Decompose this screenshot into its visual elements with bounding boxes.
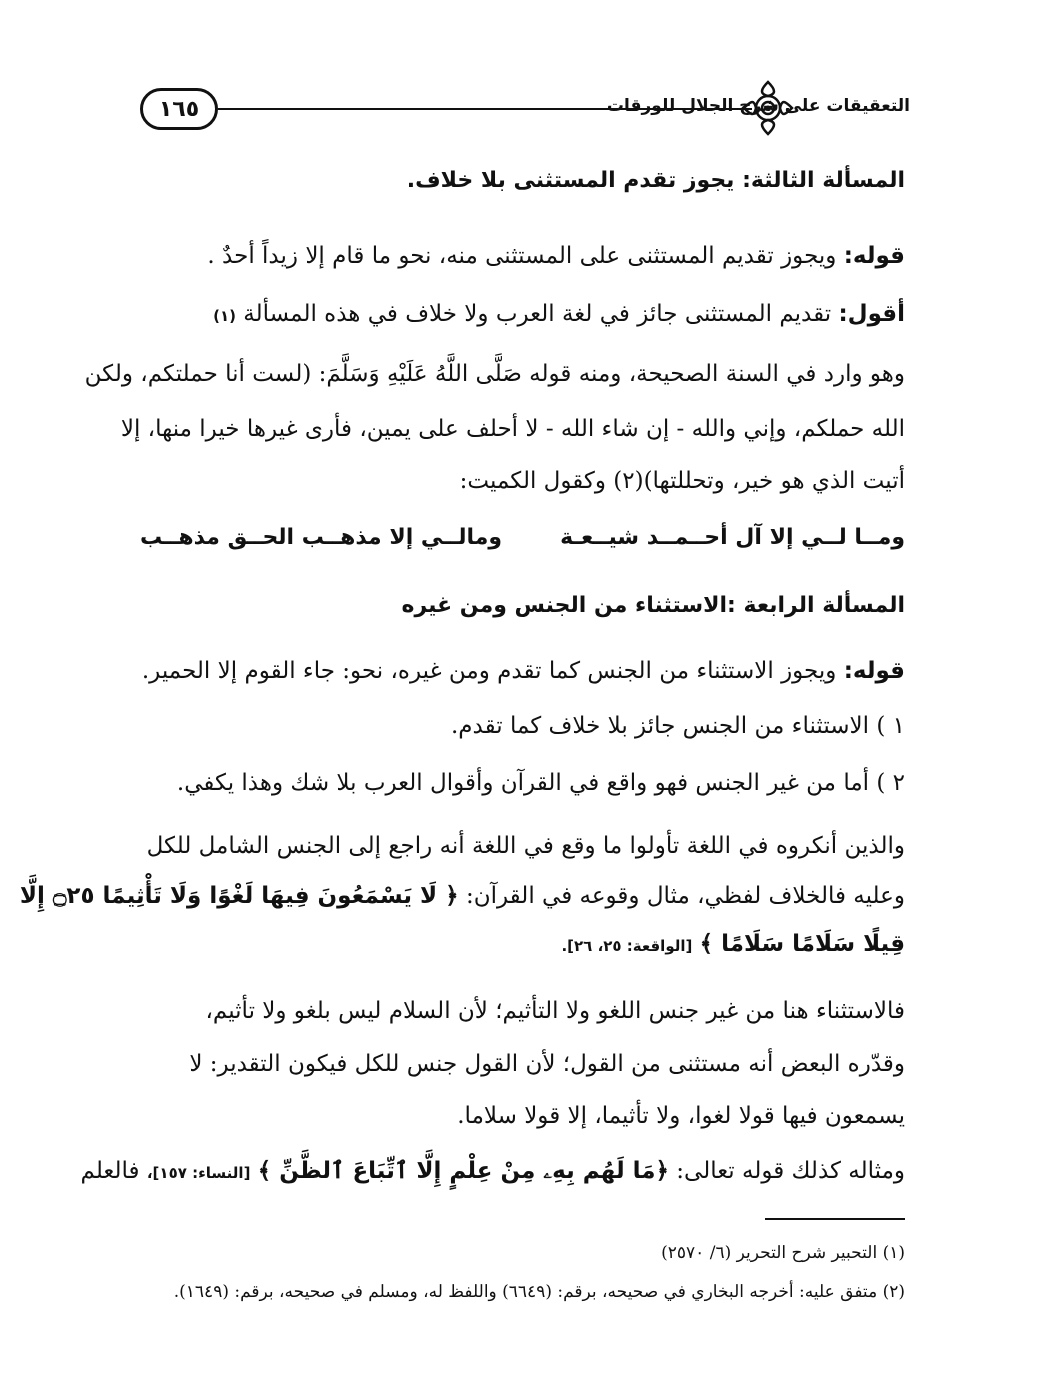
list-item: ٢ ) أما من غير الجنس فهو واقع في القرآن وأقوال العرب بلا شك وهذا يكفي. xyxy=(176,770,905,796)
paragraph-text: وعليه فالخلاف لفظي، مثال وقوعه في القرآن: xyxy=(465,883,905,909)
quran-quote: ﴿ لَا يَسْمَعُونَ فِيهَا لَغْوًا وَلَا تَأْثِيمًا ۝٢٥ إِلَّا xyxy=(19,883,459,909)
list-item: ١ ) الاستثناء من الجنس جائز بلا خلاف كما تقدم. xyxy=(450,713,905,739)
page-number: ١٦٥ xyxy=(140,88,218,130)
paragraph-line: فالاستثناء هنا من غير جنس اللغو ولا التأثيم؛ لأن السلام ليس بلغو ولا تأثيم، xyxy=(205,998,905,1024)
verse-second-hemistich: ومالــي إلا مذهــب الحــق مذهــب xyxy=(140,525,503,550)
quran-quote: ﴿مَا لَهُم بِهِۦ مِنْ عِلْمٍ إِلَّا ٱتِّبَاعَ ٱلظَّنِّ ﴾ xyxy=(257,1158,669,1184)
paragraph-line xyxy=(561,933,905,956)
aqul-label: أقول: xyxy=(838,301,905,327)
footnote-2: (٢) متفق عليه: أخرجه البخاري في صحيحه، برقم: (٦٦٤٩) واللفظ له، ومسلم في صحيحه، برقم: (١٦٤٩). xyxy=(173,1282,905,1302)
qawluh-label: قوله: xyxy=(843,243,905,269)
paragraph-text: فالعلم xyxy=(80,1158,140,1184)
paragraph-line: وهو وارد في السنة الصحيحة، ومنه قوله صَلَّى اللَّهُ عَلَيْهِ وَسَلَّمَ: (لست أنا حملتكم، ولكن xyxy=(84,361,905,387)
verse-first-hemistich: ومــا لــي إلا آل أحــمــد شيــعـة xyxy=(560,525,905,550)
footnote-rule xyxy=(765,1218,905,1220)
paragraph-line xyxy=(81,1160,905,1183)
section-heading-3: المسألة الثالثة: يجوز تقدم المستثنى بلا خلاف. xyxy=(406,168,905,193)
section-heading-4: المسألة الرابعة :الاستثناء من الجنس ومن غيره xyxy=(401,593,905,618)
page-header xyxy=(140,78,910,138)
paragraph-line xyxy=(142,660,905,683)
paragraph-text: ومثاله كذلك قوله تعالى: xyxy=(676,1158,905,1184)
quran-quote: قِيلًا سَلَامًا سَلَامًا ﴾ xyxy=(699,931,905,957)
paragraph-line: الله حملكم، وإني والله - إن شاء الله - لا أحلف على يمين، فأرى غيرها خيرا منها، إلا xyxy=(120,416,905,442)
qawluh-text: ويجوز الاستثناء من الجنس كما تقدم ومن غيره، نحو: جاء القوم إلا الحمير. xyxy=(141,658,837,684)
paragraph-line xyxy=(207,245,905,268)
qawluh-label: قوله: xyxy=(843,658,905,684)
aqul-text: تقديم المستثنى جائز في لغة العرب ولا خلاف في هذه المسألة xyxy=(243,301,832,327)
paragraph-line xyxy=(213,303,905,326)
paragraph-line: أتيت الذي هو خير، وتحللتها)(٢) وكقول الكميت: xyxy=(459,468,905,494)
qawluh-text: ويجوز تقديم المستثنى على المستثنى منه، نحو ما قام إلا زيداً أحدٌ . xyxy=(207,243,837,269)
paragraph-line: والذين أنكروه في اللغة تأولوا ما وقع في اللغة أنه راجع إلى الجنس الشامل للكل xyxy=(146,833,905,859)
quran-reference: [الواقعة: ٢٥، ٢٦]. xyxy=(561,937,693,955)
poetry-verse xyxy=(140,525,905,555)
running-title: التعقيقات على شرح الجلال للورقات xyxy=(606,96,910,116)
quran-reference: [النساء: ١٥٧]، xyxy=(146,1164,251,1182)
paragraph-line xyxy=(20,885,905,908)
paragraph-line: وقدّره البعض أنه مستثنى من القول؛ لأن القول جنس للكل فيكون التقدير: لا xyxy=(189,1051,905,1077)
paragraph-line: يسمعون فيها قولا لغوا، ولا تأثيما، إلا قولا سلاما. xyxy=(457,1103,905,1129)
footnote-ref: (١) xyxy=(213,307,236,325)
footnote-1: (١) التحبير شرح التحرير (٦/ ٢٥٧٠) xyxy=(661,1243,905,1263)
